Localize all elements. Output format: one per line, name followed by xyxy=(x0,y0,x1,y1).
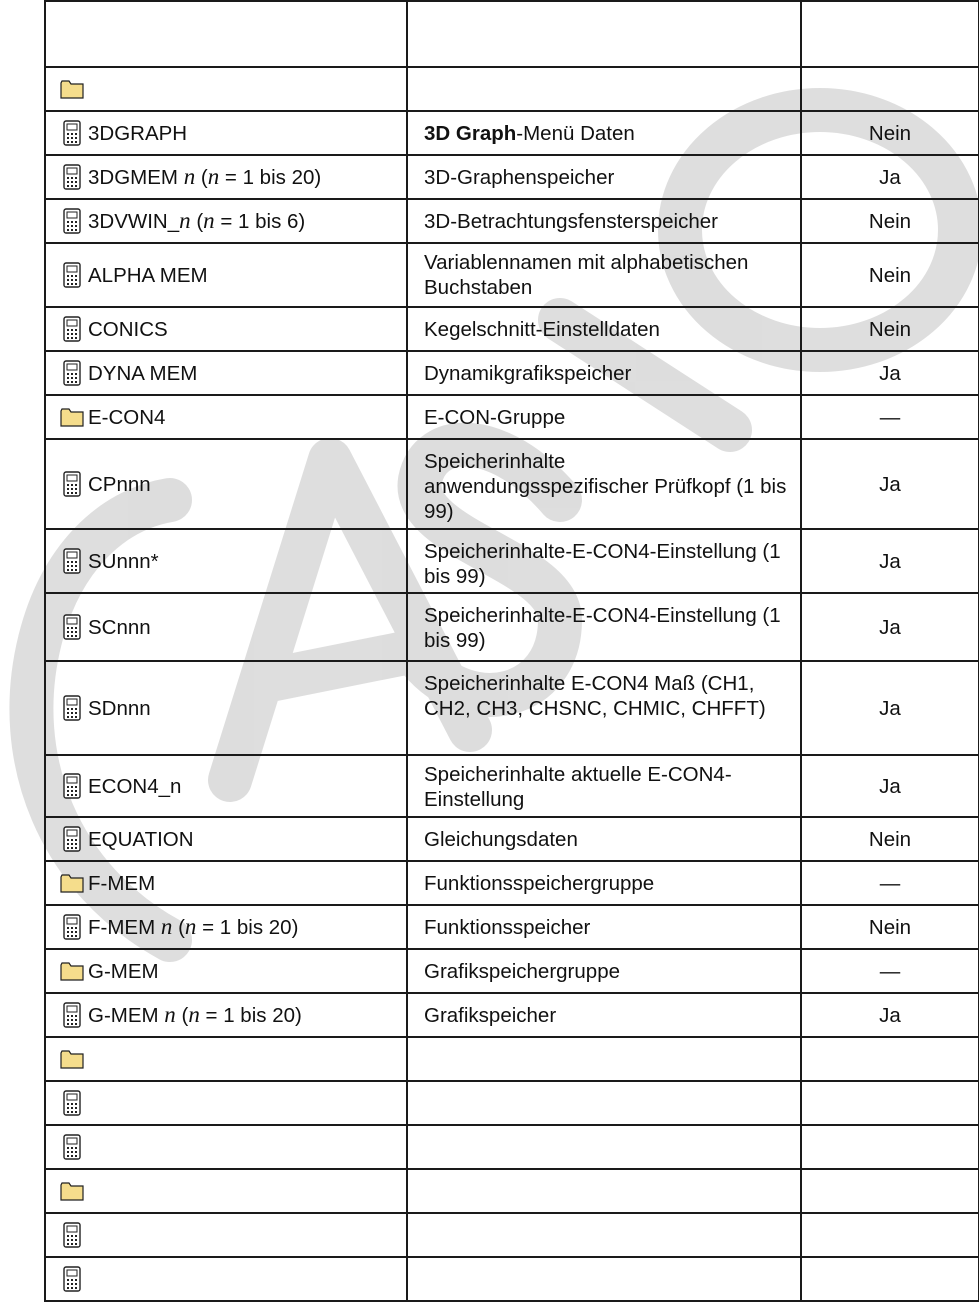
description-text: Gleichungsdaten xyxy=(424,828,578,851)
table-row xyxy=(45,307,979,351)
overwrite-check-cell: — xyxy=(801,949,979,993)
item-name xyxy=(88,914,298,940)
calculator-file-icon xyxy=(60,1002,84,1028)
description-cell xyxy=(407,661,801,755)
name-cell xyxy=(45,1213,407,1257)
table-row xyxy=(45,1081,979,1125)
name-cell xyxy=(45,439,407,529)
overwrite-check-cell xyxy=(801,1037,979,1081)
table-row xyxy=(45,439,979,529)
item-name: ECON4_n xyxy=(88,774,182,798)
calculator-file-icon xyxy=(60,826,84,852)
description-cell xyxy=(407,861,801,905)
table-row xyxy=(45,243,979,307)
name-part: F-MEM xyxy=(88,916,161,939)
description-cell xyxy=(407,111,801,155)
item-name: EQUATION xyxy=(88,827,194,851)
description-cell xyxy=(407,155,801,199)
name-part: = 1 bis 20) xyxy=(199,1004,302,1027)
description-cell xyxy=(407,1037,801,1081)
description-cell xyxy=(407,395,801,439)
item-name xyxy=(88,1002,302,1028)
table-row xyxy=(45,529,979,593)
name-cell xyxy=(45,1125,407,1169)
overwrite-check-cell: Nein xyxy=(801,199,979,243)
description-cell xyxy=(407,817,801,861)
name-part: = 1 bis 20) xyxy=(219,166,322,189)
calculator-file-icon xyxy=(60,548,84,574)
calculator-file-icon xyxy=(60,120,84,146)
calculator-file-icon xyxy=(60,471,84,497)
description-cell xyxy=(407,755,801,817)
overwrite-check-cell: Nein xyxy=(801,905,979,949)
name-cell xyxy=(45,949,407,993)
name-cell xyxy=(45,351,407,395)
description-cell xyxy=(407,351,801,395)
table-row xyxy=(45,1037,979,1081)
overwrite-check-cell: Ja xyxy=(801,529,979,593)
item-name: 3DGRAPH xyxy=(88,121,188,145)
description-cell xyxy=(407,905,801,949)
description-bold: 3D Graph xyxy=(424,122,517,145)
description-text: Funktionsspeichergruppe xyxy=(424,872,655,895)
calculator-file-icon xyxy=(60,164,84,190)
description-cell xyxy=(407,1,801,67)
table-row xyxy=(45,67,979,111)
overwrite-check-cell xyxy=(801,1213,979,1257)
name-cell xyxy=(45,1169,407,1213)
overwrite-check-cell xyxy=(801,1125,979,1169)
description-text: Dynamikgrafikspeicher xyxy=(424,362,632,385)
description-text: Funktionsspeicher xyxy=(424,916,591,939)
item-name: SUnnn* xyxy=(88,549,159,573)
overwrite-check-cell: Nein xyxy=(801,817,979,861)
description-cell xyxy=(407,307,801,351)
variable-n: n xyxy=(207,164,220,189)
name-cell xyxy=(45,243,407,307)
name-cell xyxy=(45,199,407,243)
variable-n: n xyxy=(188,1002,200,1027)
item-name: ALPHA MEM xyxy=(88,263,208,287)
name-part: = 1 bis 20) xyxy=(196,916,299,939)
description-cell xyxy=(407,1081,801,1125)
calculator-file-icon xyxy=(60,262,84,288)
calculator-file-icon xyxy=(60,1134,84,1160)
name-part: ( xyxy=(175,1004,189,1027)
name-part: G-MEM xyxy=(88,1004,165,1027)
description-cell xyxy=(407,993,801,1037)
table-row xyxy=(45,755,979,817)
folder-icon xyxy=(60,76,84,102)
name-part: ( xyxy=(172,916,185,939)
description-text: Variablennamen mit alphabetischen Buchstaben xyxy=(424,251,749,299)
overwrite-check-cell: Ja xyxy=(801,155,979,199)
item-name: CONICS xyxy=(88,317,168,341)
table-row xyxy=(45,661,979,755)
description-cell xyxy=(407,529,801,593)
description-cell xyxy=(407,949,801,993)
overwrite-check-cell: Ja xyxy=(801,661,979,755)
item-name: E-CON4 xyxy=(88,405,166,429)
item-name: DYNA MEM xyxy=(88,361,198,385)
name-cell xyxy=(45,817,407,861)
overwrite-check-cell: Nein xyxy=(801,307,979,351)
name-cell xyxy=(45,1257,407,1301)
table-row xyxy=(45,111,979,155)
data-table xyxy=(44,0,979,1302)
description-text: Speicherinhalte anwendungsspezifischer Prüfkopf (1 bis 99) xyxy=(424,450,787,523)
name-part: 3DVWIN_ xyxy=(88,210,180,233)
description-text: E-CON-Gruppe xyxy=(424,406,566,429)
table-row xyxy=(45,1213,979,1257)
calculator-file-icon xyxy=(60,614,84,640)
variable-n: n xyxy=(179,208,191,233)
table-row xyxy=(45,993,979,1037)
description-text: Speicherinhalte aktuelle E-CON4-Einstellung xyxy=(424,763,732,811)
name-cell xyxy=(45,155,407,199)
description-text: Speicherinhalte-E-CON4-Einstellung (1 bis 99) xyxy=(424,540,781,588)
folder-icon xyxy=(60,404,84,430)
name-cell xyxy=(45,661,407,755)
calculator-file-icon xyxy=(60,1222,84,1248)
name-cell xyxy=(45,1,407,67)
table-header-row xyxy=(45,1,979,67)
overwrite-check-cell: Nein xyxy=(801,243,979,307)
name-cell xyxy=(45,1037,407,1081)
folder-icon xyxy=(60,958,84,984)
overwrite-check-cell: — xyxy=(801,861,979,905)
item-name: F-MEM xyxy=(88,871,156,895)
item-name: CPnnn xyxy=(88,472,151,496)
table-row xyxy=(45,351,979,395)
folder-icon xyxy=(60,870,84,896)
item-name xyxy=(88,208,305,234)
calculator-file-icon xyxy=(60,360,84,386)
name-cell xyxy=(45,593,407,661)
description-cell xyxy=(407,1125,801,1169)
name-cell xyxy=(45,111,407,155)
overwrite-check-cell: Ja xyxy=(801,755,979,817)
overwrite-check-cell: — xyxy=(801,395,979,439)
table-row xyxy=(45,905,979,949)
table-row xyxy=(45,593,979,661)
overwrite-check-cell: Ja xyxy=(801,439,979,529)
description-cell xyxy=(407,243,801,307)
item-name: SCnnn xyxy=(88,615,151,639)
description-cell xyxy=(407,67,801,111)
name-cell xyxy=(45,307,407,351)
table-row xyxy=(45,155,979,199)
variable-n: n xyxy=(164,1002,176,1027)
overwrite-check-cell xyxy=(801,1169,979,1213)
folder-icon xyxy=(60,1046,84,1072)
name-cell xyxy=(45,755,407,817)
variable-n: n xyxy=(183,164,196,189)
description-cell xyxy=(407,439,801,529)
table-row xyxy=(45,817,979,861)
description-text: Speicherinhalte-E-CON4-Einstellung (1 bis 99) xyxy=(424,604,781,652)
description-text: -Menü Daten xyxy=(516,122,635,145)
calculator-file-icon xyxy=(60,914,84,940)
overwrite-check-cell xyxy=(801,1257,979,1301)
variable-n: n xyxy=(184,914,197,939)
table-row xyxy=(45,1257,979,1301)
name-part: ( xyxy=(195,166,208,189)
table-row xyxy=(45,395,979,439)
table-row xyxy=(45,1169,979,1213)
variable-n: n xyxy=(160,914,173,939)
description-cell xyxy=(407,1169,801,1213)
item-name xyxy=(88,164,321,190)
calculator-file-icon xyxy=(60,695,84,721)
folder-icon xyxy=(60,1178,84,1204)
description-text: Kegelschnitt-Einstelldaten xyxy=(424,318,660,341)
description-cell xyxy=(407,1213,801,1257)
name-cell xyxy=(45,993,407,1037)
calculator-file-icon xyxy=(60,1266,84,1292)
item-name: G-MEM xyxy=(88,959,159,983)
description-text: Grafikspeichergruppe xyxy=(424,960,620,983)
calculator-file-icon xyxy=(60,1090,84,1116)
overwrite-check-cell xyxy=(801,1081,979,1125)
description-cell xyxy=(407,1257,801,1301)
name-cell xyxy=(45,861,407,905)
description-text: Speicherinhalte E-CON4 Maß (CH1, CH2, CH3, CHSNC, CHMIC, CHFFT) xyxy=(424,672,766,720)
item-name: SDnnn xyxy=(88,696,151,720)
table-row xyxy=(45,861,979,905)
overwrite-check-cell: Nein xyxy=(801,111,979,155)
variable-n: n xyxy=(203,208,215,233)
name-part: = 1 bis 6) xyxy=(214,210,306,233)
name-cell xyxy=(45,67,407,111)
description-text: 3D-Graphenspeicher xyxy=(424,166,615,189)
overwrite-check-cell: Ja xyxy=(801,993,979,1037)
calculator-file-icon xyxy=(60,316,84,342)
calculator-file-icon xyxy=(60,208,84,234)
name-cell xyxy=(45,1081,407,1125)
name-cell xyxy=(45,395,407,439)
table-row xyxy=(45,199,979,243)
overwrite-check-cell: Ja xyxy=(801,351,979,395)
description-cell xyxy=(407,593,801,661)
name-cell xyxy=(45,529,407,593)
table-row xyxy=(45,949,979,993)
description-text: Grafikspeicher xyxy=(424,1004,557,1027)
overwrite-check-cell: Ja xyxy=(801,593,979,661)
overwrite-check-cell xyxy=(801,67,979,111)
name-cell xyxy=(45,905,407,949)
name-part: 3DGMEM xyxy=(88,166,184,189)
description-cell xyxy=(407,199,801,243)
table-row xyxy=(45,1125,979,1169)
overwrite-check-cell xyxy=(801,1,979,67)
calculator-file-icon xyxy=(60,773,84,799)
description-text: 3D-Betrachtungsfensterspeicher xyxy=(424,210,718,233)
name-part: ( xyxy=(190,210,204,233)
